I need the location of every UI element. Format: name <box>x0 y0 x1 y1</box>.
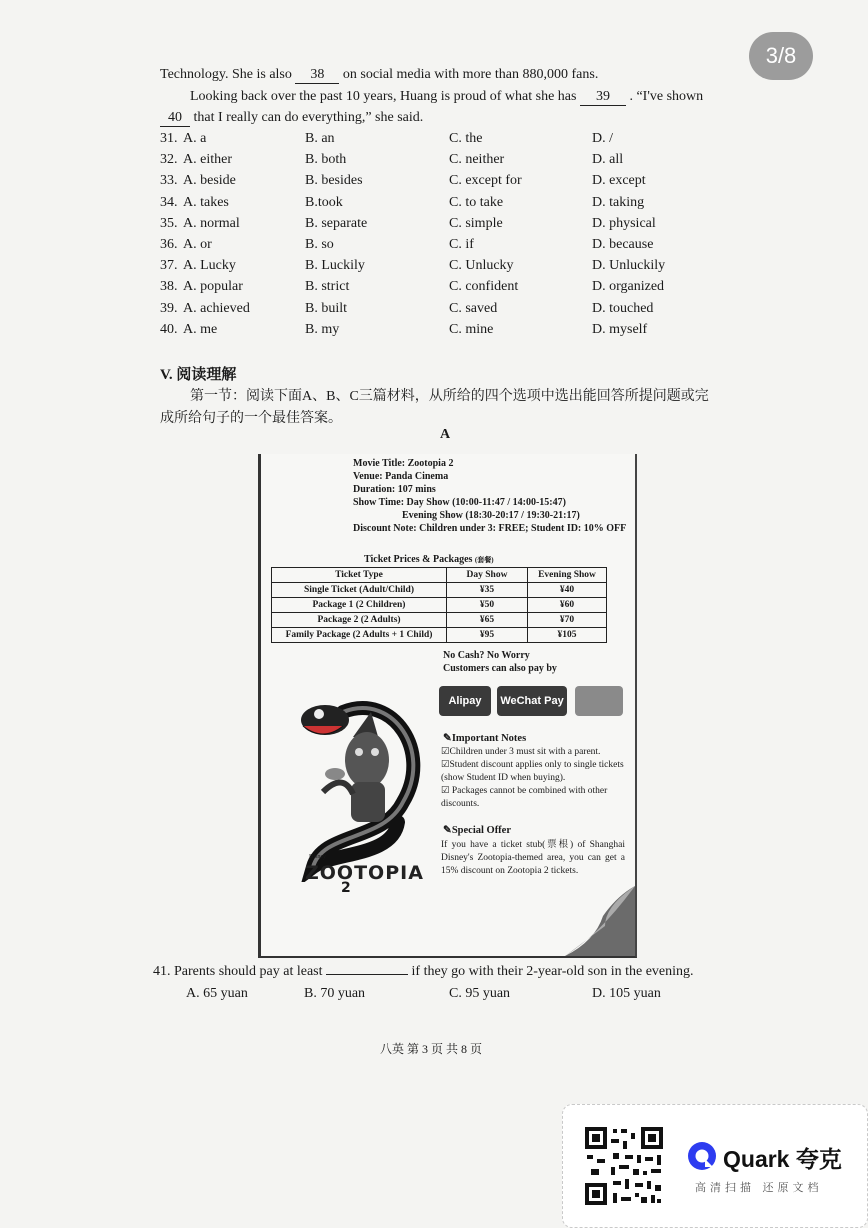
quark-scan-watermark <box>562 1104 868 1228</box>
option-d: D. because <box>592 237 654 252</box>
option-d: D. touched <box>592 300 654 316</box>
option-d: D. myself <box>592 321 648 337</box>
col-header: Day Show <box>447 568 528 583</box>
option-b: B. Luckily <box>305 258 365 274</box>
question-text: if they go with their 2-year-old son in the evening. <box>411 964 694 979</box>
important-notes-list <box>441 746 625 811</box>
quark-brand: Quark 夸克 <box>723 1146 842 1172</box>
option-b: B.took <box>305 194 343 210</box>
option-c: C. Unlucky <box>449 258 514 274</box>
discount-note: Discount Note: Children under 3: FREE; Student ID: 10% OFF <box>353 523 627 534</box>
option-c: C. the <box>449 131 483 146</box>
option-a: A. either <box>183 152 232 168</box>
option-d: D. except <box>592 173 646 189</box>
table-row <box>272 598 607 613</box>
option-b: B. an <box>305 131 335 146</box>
q41-option-a: A. 65 yuan <box>186 986 248 1001</box>
question-text: 41. Parents should pay at least <box>153 964 323 979</box>
quark-logo-icon <box>687 1141 717 1171</box>
question-number: 35. <box>160 215 178 231</box>
offer-icon: ✎ <box>443 825 452 836</box>
alipay-logo: Alipay <box>439 686 491 716</box>
table-cell: ¥60 <box>528 598 607 613</box>
qr-code-icon <box>583 1125 665 1207</box>
zootopia-logo-number: 2 <box>341 880 351 896</box>
page-footer: 八英 第 3 页 共 8 页 <box>380 1042 483 1056</box>
table-title-text: Ticket Prices & Packages <box>364 554 473 565</box>
pay-by-note: Customers can also pay by <box>443 663 557 674</box>
option-b: B. besides <box>305 173 363 189</box>
table-cell: ¥95 <box>447 628 528 643</box>
option-b: B. strict <box>305 279 350 295</box>
note-item: ☑Children under 3 must sit with a parent. <box>441 747 601 757</box>
wechat-pay-logo: WeChat Pay <box>497 686 567 716</box>
option-b: B. separate <box>305 215 368 231</box>
section-instruction: 第一节：阅读下面A、B、C三篇材料，从所给的四个选项中选出能回答所提问题或完 <box>190 389 709 404</box>
option-d: D. organized <box>592 279 665 295</box>
duration: Duration: 107 mins <box>353 484 436 495</box>
question-number: 37. <box>160 258 178 274</box>
option-d: D. taking <box>592 194 645 210</box>
page-indicator-badge: 3/8 <box>749 32 813 80</box>
table-cell: Family Package (2 Adults + 1 Child) <box>272 628 447 643</box>
notes-title-text: Important Notes <box>451 733 527 744</box>
no-cash-note: No Cash? No Worry <box>443 650 530 661</box>
option-c: C. neither <box>449 152 505 168</box>
question-number: 36. <box>160 237 178 252</box>
table-cell: ¥40 <box>528 583 607 598</box>
note-item: ☑ Packages cannot be combined with other discounts. <box>441 786 608 809</box>
option-a: A. Lucky <box>183 258 236 274</box>
option-a: A. takes <box>183 194 229 210</box>
section-heading: V. 阅读理解 <box>160 367 237 383</box>
question-41-stem <box>153 964 694 980</box>
question-number: 39. <box>160 300 178 316</box>
option-c: C. mine <box>449 321 494 337</box>
table-cell: Package 2 (2 Adults) <box>272 613 447 628</box>
notes-icon: ✎ <box>443 733 452 744</box>
zootopia-logo: ZOOTOPIA <box>305 862 424 884</box>
table-cell: ¥65 <box>447 613 528 628</box>
option-a: A. normal <box>183 215 240 231</box>
option-a: A. me <box>183 321 218 337</box>
blank-38: 38 <box>295 67 339 84</box>
option-d: D. / <box>592 131 613 146</box>
option-c: C. if <box>449 237 474 252</box>
table-cell: ¥70 <box>528 613 607 628</box>
price-table <box>271 567 607 643</box>
passage-line-3 <box>160 110 423 127</box>
important-notes-title <box>443 732 526 744</box>
passage-line-2 <box>190 89 703 106</box>
table-row <box>272 613 607 628</box>
option-a: A. popular <box>183 279 243 295</box>
q41-option-b: B. 70 yuan <box>304 986 366 1001</box>
question-number: 40. <box>160 321 178 337</box>
option-b: B. built <box>305 300 348 316</box>
disney-logo: Disney <box>309 854 326 860</box>
option-b: B. my <box>305 321 340 337</box>
q41-option-c: C. 95 yuan <box>449 986 511 1001</box>
option-c: C. except for <box>449 173 522 189</box>
passage-text: Technology. She is also <box>160 67 292 82</box>
table-header-row <box>272 568 607 583</box>
special-offer-text: If you have a ticket stub(票根) of Shanghai Disney's Zootopia-themed area, you can get a 15% discount on Zootopia 2 tickets. <box>441 840 625 876</box>
option-b: B. both <box>305 152 347 168</box>
option-a: A. or <box>183 237 212 252</box>
option-c: C. simple <box>449 215 503 231</box>
movie-title: Movie Title: Zootopia 2 <box>353 458 454 469</box>
passage-line-1 <box>160 67 598 84</box>
table-row <box>272 583 607 598</box>
question-number: 34. <box>160 194 178 210</box>
zootopia-snake-fox-illustration <box>283 682 433 882</box>
answer-blank-41 <box>326 974 408 975</box>
table-title <box>364 554 494 565</box>
option-c: C. confident <box>449 279 519 295</box>
table-cell: ¥105 <box>528 628 607 643</box>
option-c: C. to take <box>449 194 504 210</box>
passage-text: Looking back over the past 10 years, Huang is proud of what she has <box>190 89 577 104</box>
option-d: D. physical <box>592 215 656 231</box>
question-number: 31. <box>160 131 178 146</box>
passage-label: A <box>440 427 451 442</box>
quark-slogan: 高清扫描 还原文档 <box>695 1181 823 1194</box>
blank-40: 40 <box>160 110 190 127</box>
option-a: A. achieved <box>183 300 250 316</box>
option-d: D. all <box>592 152 624 168</box>
table-cell: Single Ticket (Adult/Child) <box>272 583 447 598</box>
table-title-cn: (套餐) <box>474 556 494 564</box>
q41-option-d: D. 105 yuan <box>592 986 661 1001</box>
note-item: ☑Student discount applies only to single tickets (show Student ID when buying). <box>441 760 624 783</box>
section-instruction-cont: 成所给句子的一个最佳答案。 <box>160 411 342 426</box>
option-a: A. beside <box>183 173 236 189</box>
blank-39: 39 <box>580 89 626 106</box>
table-row <box>272 628 607 643</box>
question-number: 32. <box>160 152 178 168</box>
offer-title-text: Special Offer <box>451 825 512 836</box>
evening-show: Evening Show (18:30-20:17 / 19:30-21:17) <box>402 510 580 521</box>
movie-poster <box>258 454 637 958</box>
question-number: 33. <box>160 173 178 189</box>
question-number: 38. <box>160 279 178 295</box>
passage-text: . “I've shown <box>629 89 704 104</box>
table-cell: ¥35 <box>447 583 528 598</box>
table-cell: ¥50 <box>447 598 528 613</box>
option-b: B. so <box>305 237 334 252</box>
option-a: A. a <box>183 131 207 146</box>
col-header: Ticket Type <box>272 568 447 583</box>
passage-text: on social media with more than 880,000 fans. <box>342 67 599 82</box>
card-pay-logo <box>575 686 623 716</box>
show-time: Show Time: Day Show (10:00-11:47 / 14:00-15:47) <box>353 497 566 508</box>
option-d: D. Unluckily <box>592 258 666 274</box>
table-cell: Package 1 (2 Children) <box>272 598 447 613</box>
special-offer-title <box>443 824 511 836</box>
col-header: Evening Show <box>528 568 607 583</box>
passage-text: that I really can do everything,” she said. <box>193 110 424 125</box>
option-c: C. saved <box>449 300 498 316</box>
page-curl-decoration <box>565 886 635 956</box>
venue: Venue: Panda Cinema <box>353 471 449 482</box>
